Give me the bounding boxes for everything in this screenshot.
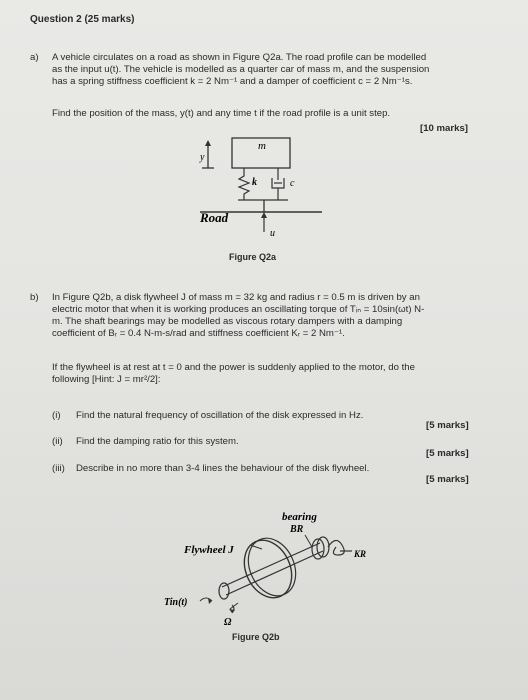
figure-q2a	[190, 136, 340, 256]
subquestion-1-text: Find the natural frequency of oscillation of the disk expressed in Hz.	[76, 410, 364, 421]
part-a-line-1: A vehicle circulates on a road as shown in Figure Q2a. The road profile can be modelled	[52, 52, 427, 63]
subquestion-3-text: Describe in no more than 3-4 lines the behaviour of the disk flywheel.	[76, 463, 370, 474]
br-label: BR	[290, 524, 304, 535]
part-b-line-4: coefficient of Bᵣ = 0.4 N-m-s/rad and stiffness coefficient Kᵣ = 2 Nm⁻¹.	[52, 328, 345, 339]
kr-label: KR	[354, 549, 367, 559]
question-title: Question 2 (25 marks)	[30, 14, 135, 25]
y-label: y	[200, 152, 205, 163]
mass-label: m	[258, 140, 266, 152]
part-a-task: Find the position of the mass, y(t) and any time t if the road profile is a unit step.	[52, 108, 391, 119]
flywheel-label: Flywheel J	[184, 544, 234, 556]
omega-label: Ω	[224, 617, 232, 628]
part-a-label: a)	[30, 52, 39, 63]
subquestion-1-marks: [5 marks]	[426, 420, 469, 431]
subquestion-2-marks: [5 marks]	[426, 448, 469, 459]
part-b-line-1: In Figure Q2b, a disk flywheel J of mass m = 32 kg and radius r = 0.5 m is driven by an	[52, 292, 420, 303]
subquestion-2-num: (ii)	[52, 436, 63, 447]
part-b-label: b)	[30, 292, 39, 303]
shaft	[226, 551, 323, 595]
rotary-spring-icon	[328, 540, 344, 555]
subquestion-3-marks: [5 marks]	[426, 474, 469, 485]
road-label: Road	[200, 210, 229, 225]
u-label: u	[270, 228, 275, 239]
k-label: k	[252, 177, 257, 188]
part-b-condition-1: If the flywheel is at rest at t = 0 and the power is suddenly applied to the motor, do the	[52, 362, 415, 373]
figure-q2b	[160, 505, 380, 635]
figure-q2b-caption: Figure Q2b	[232, 632, 280, 642]
part-a-marks: [10 marks]	[420, 123, 468, 134]
part-b-line-2: electric motor that when it is working produces an oscillating torque of Tᵢₙ = 10sin(ωt) N-	[52, 304, 425, 315]
figure-q2a-caption: Figure Q2a	[229, 252, 277, 262]
subquestion-2-text: Find the damping ratio for this system.	[76, 436, 239, 447]
c-label: c	[290, 178, 295, 189]
part-b-line-3: m. The shaft bearings may be modelled as viscous rotary dampers with a damping	[52, 316, 403, 327]
part-a-line-2: as the input u(t). The vehicle is modelled as a quarter car of mass m, and the suspension	[52, 64, 430, 75]
torque-label: Tin(t)	[164, 597, 188, 608]
spring-icon	[239, 168, 249, 200]
flywheel-disk-icon	[235, 533, 300, 606]
part-a-line-3: has a spring stiffness coefficient k = 2 Nm⁻¹ and a damper of coefficient c = 2 Nm⁻¹s.	[52, 76, 413, 87]
subquestion-3-num: (iii)	[52, 463, 65, 474]
bearing-label: bearing	[282, 511, 317, 523]
subquestion-1-num: (i)	[52, 410, 61, 421]
part-b-condition-2: following [Hint: J = mr²/2]:	[52, 374, 161, 385]
